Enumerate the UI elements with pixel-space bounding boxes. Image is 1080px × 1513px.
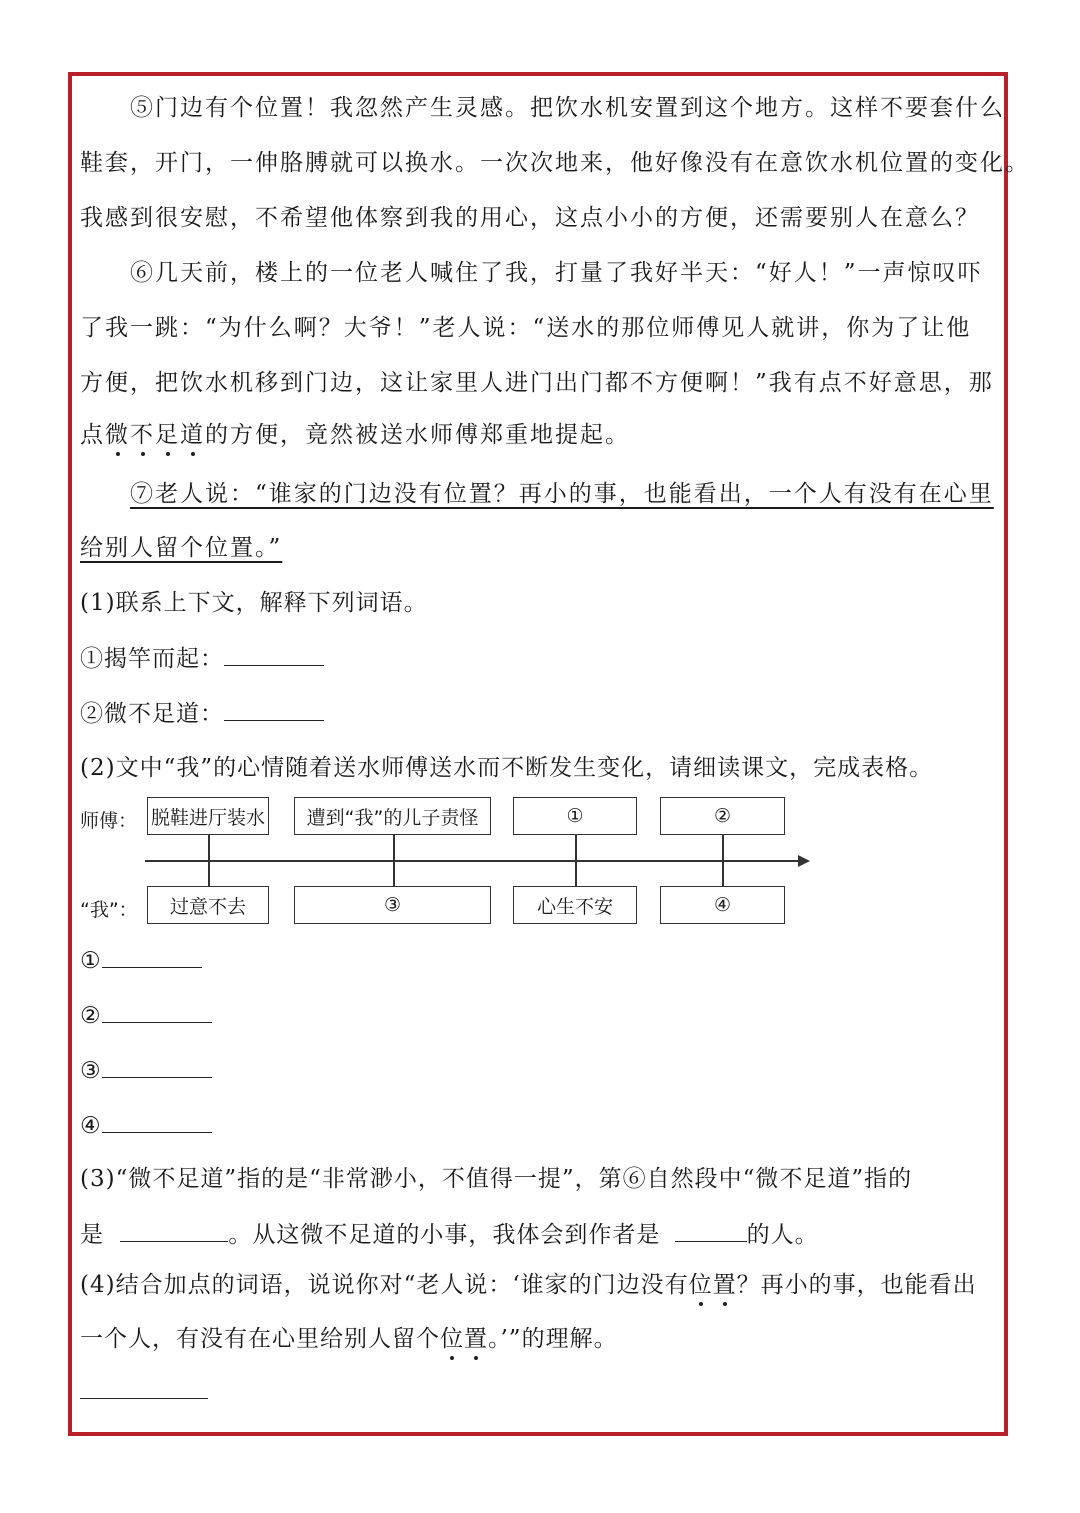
passage-p6-line1: ⑥几天前，楼上的一位老人喊住了我，打量了我好半天：“好人！”一声惊叹吓 <box>130 260 983 286</box>
answer-1 <box>80 945 202 976</box>
dotted-char: 置 <box>712 1272 737 1298</box>
diagram-label-wo: “我”： <box>80 899 138 921</box>
q3-blank-2[interactable] <box>675 1219 747 1242</box>
q3-blank-1[interactable] <box>120 1219 228 1242</box>
q4-line1-post: ？再小的事，也能看出 <box>736 1272 977 1298</box>
dotted-word-weibuzudao <box>105 422 205 448</box>
shifu-box-2: 遭到“我”的儿子责怪 <box>294 797 491 835</box>
passage-p7-line1: ⑦老人说：“谁家的门边没有位置？再小的事，也能看出，一个人有没有在心里 <box>130 481 994 507</box>
timeline-arrow-icon <box>798 855 810 867</box>
dotted-char: 位 <box>688 1272 713 1298</box>
diagram-label-shifu: 师傅： <box>80 810 138 832</box>
q1-item1-label: ①揭竿而起： <box>80 646 224 672</box>
q3-line2-a: 是 <box>80 1222 104 1248</box>
q4-line2 <box>80 1324 618 1354</box>
shifu-box-1: 脱鞋进厅装水 <box>147 797 269 835</box>
q1-item1-blank[interactable] <box>224 643 324 666</box>
passage-p6-line4 <box>80 420 630 450</box>
answer-3 <box>80 1055 212 1086</box>
dotted-char: 位 <box>440 1326 464 1352</box>
passage-p7-line2: 给别人留个位置。” <box>80 535 283 561</box>
answer-4 <box>80 1110 212 1141</box>
answer-3-blank[interactable] <box>102 1055 212 1078</box>
q4-line1-pre: (4)结合加点的词语，说说你对“老人说：‘谁家的门边没有 <box>80 1272 689 1298</box>
answer-2 <box>80 1000 212 1031</box>
p6-line4-post: 的方便，竟然被送水师傅郑重地提起。 <box>205 422 630 448</box>
answer-1-blank[interactable] <box>102 945 202 968</box>
dotted-char: 置 <box>464 1326 488 1352</box>
passage-p5-line3: 我感到很安慰，不希望他体察到我的用心，这点小小的方便，还需要别人在意么？ <box>80 205 980 231</box>
q4-answer <box>80 1376 208 1407</box>
q1-prompt: (1)联系上下文，解释下列词语。 <box>80 590 428 616</box>
answer-2-label: ② <box>80 1003 102 1029</box>
shifu-box-4[interactable]: ② <box>660 797 785 835</box>
timeline-axis <box>145 860 800 862</box>
answer-3-label: ③ <box>80 1058 102 1084</box>
dotted-word-weizhi-2 <box>440 1326 488 1352</box>
passage-p6-line2: 了我一跳：“为什么啊？大爷！”老人说：“送水的那位师傅见人就讲，你为了让他 <box>80 315 972 341</box>
wo-box-4[interactable]: ④ <box>660 886 785 924</box>
dotted-char: 道 <box>180 422 205 448</box>
answer-4-label: ④ <box>80 1113 102 1139</box>
dotted-char: 不 <box>130 422 155 448</box>
dotted-word-weizhi-1 <box>689 1272 737 1298</box>
connector-3 <box>575 835 577 887</box>
q4-line2-pre: 一个人，有没有在心里给别人留个 <box>80 1326 440 1352</box>
q4-answer-blank[interactable] <box>80 1376 208 1399</box>
passage-p5-line1: ⑤门边有个位置！我忽然产生灵感。把饮水机安置到这个地方。这样不要套什么 <box>130 95 1005 121</box>
passage-p5-line2: 鞋套，开门，一伸胳膊就可以换水。一次次地来，他好像没有在意饮水机位置的变化。 <box>80 150 1030 176</box>
answer-1-label: ① <box>80 948 102 974</box>
q3-line2-b: 。从这微不足道的小事，我体会到作者是 <box>228 1222 661 1248</box>
passage-p6-line3: 方便，把饮水机移到门边，这让家里人进门出门都不方便啊！”我有点不好意思，那 <box>80 370 994 396</box>
wo-box-3: 心生不安 <box>513 886 637 924</box>
q4-line2-post: 。’”的理解。 <box>488 1326 618 1352</box>
q3-line1: (3)“微不足道”指的是“非常渺小，不值得一提”，第⑥自然段中“微不足道”指的 <box>80 1166 913 1192</box>
connector-2 <box>393 835 395 887</box>
q1-item2-blank[interactable] <box>224 698 324 721</box>
q4-line1 <box>80 1270 977 1300</box>
shifu-box-3[interactable]: ① <box>513 797 637 835</box>
dotted-char: 足 <box>155 422 180 448</box>
q1-item2-label: ②微不足道： <box>80 701 224 727</box>
connector-1 <box>208 835 210 887</box>
q3-line2 <box>80 1219 819 1250</box>
answer-4-blank[interactable] <box>102 1110 212 1133</box>
q2-prompt: (2)文中“我”的心情随着送水师傅送水而不断发生变化，请细读课文，完成表格。 <box>80 755 934 781</box>
q1-item2 <box>80 698 324 729</box>
answer-2-blank[interactable] <box>102 1000 212 1023</box>
p6-line4-pre: 点 <box>80 422 105 448</box>
connector-4 <box>722 835 724 887</box>
q3-line2-c: 的人。 <box>746 1222 819 1248</box>
wo-box-2[interactable]: ③ <box>294 886 491 924</box>
wo-box-1: 过意不去 <box>147 886 269 924</box>
dotted-char: 微 <box>105 422 130 448</box>
q1-item1 <box>80 643 324 674</box>
